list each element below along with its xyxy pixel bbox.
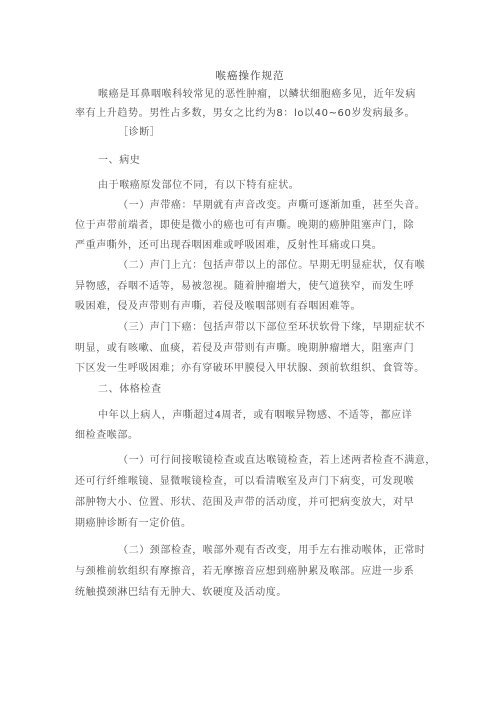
paragraph-line: 部肿物大小、位置、形状、范围及声带的活动度，并可把病变放大，对早 bbox=[75, 497, 415, 508]
paragraph-line: 还可行纤维喉镜、显微喉镜检查，可以看清喉室及声门下病变，可发现喉 bbox=[75, 476, 415, 487]
section-heading-diagnosis: ［诊断］ bbox=[118, 127, 161, 138]
paragraph-line: 细检查喉部。 bbox=[75, 430, 139, 441]
paragraph-line: 与颈椎前软组织有摩擦音，若无摩擦音应想到癌肿累及喉部。应进一步系 bbox=[75, 566, 415, 577]
paragraph-line: （三）声门下癌：包括声带以下部位至环状软骨下缘，早期症状不 bbox=[118, 322, 426, 333]
paragraph-line: （一）声带癌：早期就有声音改变。声嘶可逐渐加重，甚至失音。 bbox=[118, 200, 426, 211]
paragraph-line: （二）颈部检查，喉部外观有否改变，用手左右推动喉体，正常时 bbox=[118, 545, 426, 556]
paragraph-line: 率有上升趋势。男性占多数，男女之比约为8：lo以40~60岁发病最多。 bbox=[75, 108, 416, 119]
paragraph-line: 位于声带前端者，即使是微小的癌也可有声嘶。晚期的癌肿阻塞声门，除 bbox=[75, 220, 415, 231]
paragraph-line: 统触摸颈淋巴结有无肿大、软硬度及活动度。 bbox=[75, 587, 287, 598]
paragraph-line: 明显，或有咳嗽、血痰，若侵及声带则有声嘶。晚期肿瘤增大，阻塞声门 bbox=[75, 343, 415, 354]
paragraph-line: 喉癌是耳鼻咽喉科较常见的恶性肿瘤，以鳞状细胞癌多见，近年发病 bbox=[98, 89, 416, 100]
section-heading-physical-exam: 二、体格检查 bbox=[98, 384, 162, 395]
paragraph-line: （一）可行间接喉镜检查或直达喉镜检查，若上述两者检查不满意， bbox=[118, 455, 436, 466]
paragraph-line: 异物感，吞咽不适等，易被忽视。随着肿瘤增大，使气道狭窄，而发生呼 bbox=[75, 281, 415, 292]
paragraph-line: 由于喉癌原发部位不同，有以下特有症状。 bbox=[98, 180, 300, 191]
paragraph-line: 中年以上病人，声嘶超过4周者，或有咽喉异物感、不适等，都应详 bbox=[98, 410, 413, 421]
paragraph-line: 下区发一生呼吸困难；亦有穿破环甲膜侵入甲状腺、颈前软组织、食管等。 bbox=[75, 363, 425, 374]
paragraph-line: 期癌肿诊断有一定价值。 bbox=[75, 518, 192, 529]
paragraph-line: 吸困难，侵及声带则有声嘶，若侵及喉咽部则有吞咽困难等。 bbox=[75, 301, 362, 312]
section-heading-history: 一、病史 bbox=[98, 155, 141, 166]
paragraph-line: 严重声嘶外，还可出现吞咽困难或呼吸困难，反射性耳痛或口臭。 bbox=[75, 240, 383, 251]
document-title: 喉癌操作规范 bbox=[215, 70, 285, 82]
paragraph-line: （二）声门上亢：包括声带以上的部位。早期无明显症状，仅有喉 bbox=[118, 260, 426, 271]
